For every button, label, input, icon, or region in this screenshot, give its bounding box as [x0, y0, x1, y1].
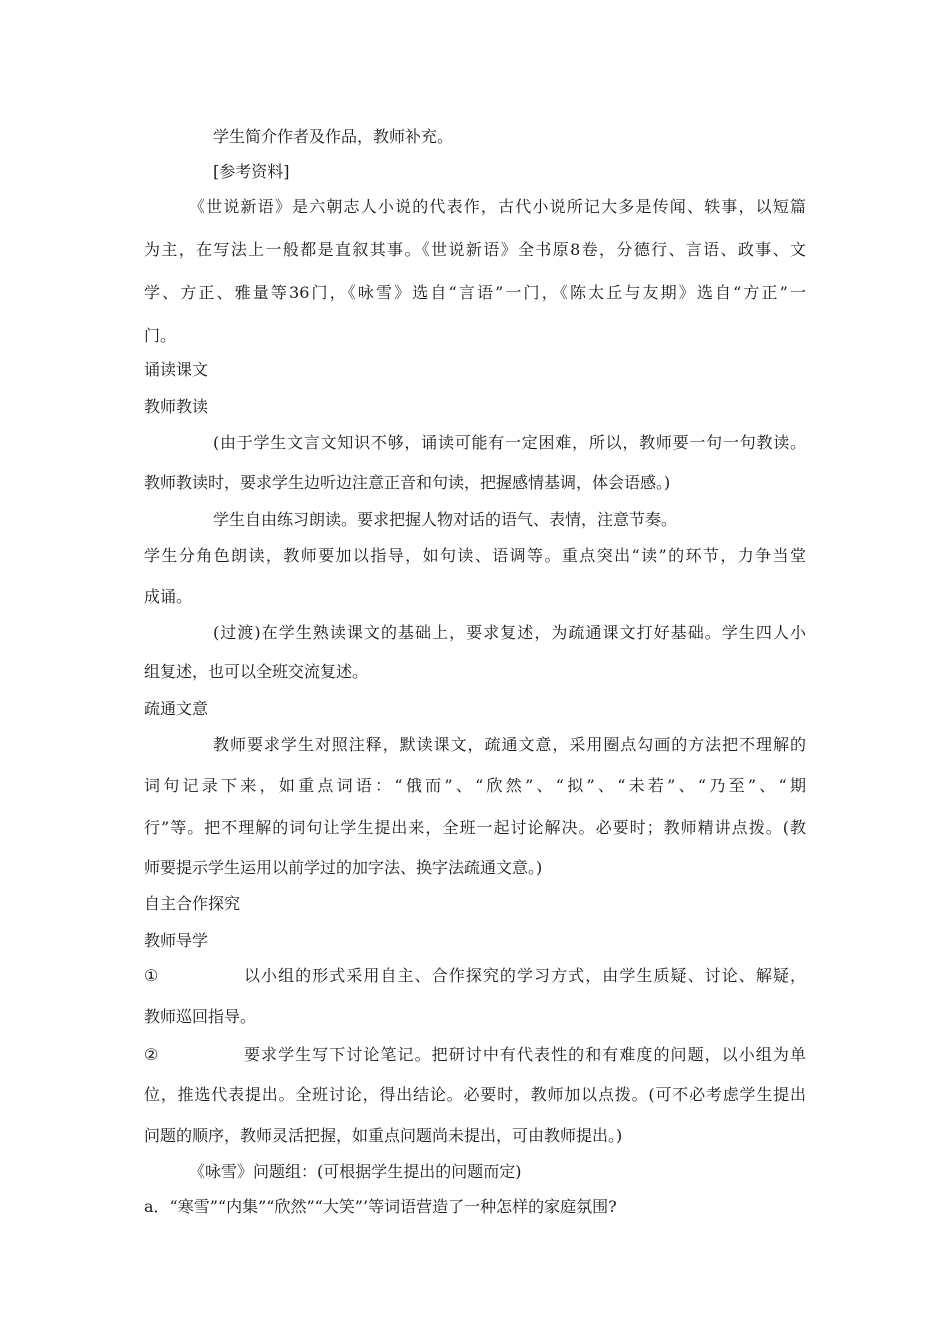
paragraph-reference-line: 门。 — [144, 326, 177, 345]
heading-teacher-guide: 教师导学 — [144, 931, 209, 950]
paragraph-role-read-line: 成诵。 — [144, 587, 193, 606]
paragraph-meaning-line: 词句记录下来，如重点词语：“俄而”、“欣然”、“拟”、“未若”、“乃至”、“期 — [144, 776, 806, 795]
numbered-item-1-cont: 教师巡回指导。 — [144, 1007, 257, 1026]
paragraph-reference-line: 学、方正、雅量等36门，《咏雪》选自“言语”一门，《陈太丘与友期》选自“方正”一 — [144, 283, 806, 302]
paragraph-meaning-line: 行”等。把不理解的词句让学生提出来，全班一起讨论解决。必要时；教师精讲点拨。(教 — [144, 818, 806, 837]
paragraph-meaning-line: 教师要求学生对照注释，默读课文，疏通文意，采用圈点勾画的方法把不理解的 — [213, 735, 806, 754]
paragraph-transition-line: (过渡)在学生熟读课文的基础上，要求复述，为疏通课文打好基础。学生四人小 — [213, 623, 806, 642]
heading-recite: 诵读课文 — [144, 360, 209, 379]
paragraph-teacher-read-line: 教师教读时，要求学生边听边注意正音和句读，把握感情基调，体会语感。) — [144, 473, 671, 492]
heading-cooperation: 自主合作探究 — [144, 894, 241, 913]
question-a: a．“寒雪”“内集”“欣然”“大笑”’等词语营造了一种怎样的家庭氛围? — [144, 1197, 617, 1216]
paragraph-reference-line: 《世说新语》是六朝志人小说的代表作，古代小说所记大多是传闻、轶事，以短篇 — [189, 197, 806, 216]
paragraph-meaning-line: 师要提示学生运用以前学过的加字法、换字法疏通文意。) — [144, 858, 543, 877]
paragraph-reference-line: 为主，在写法上一般都是直叙其事。《世说新语》全书原8卷，分德行、言语、政事、文 — [144, 240, 806, 259]
section-label-reference: [参考资料] — [213, 162, 290, 181]
paragraph-transition-line: 组复述，也可以全班交流复述。 — [144, 662, 369, 681]
question-group-title: 《咏雪》问题组：(可根据学生提出的问题而定) — [189, 1162, 522, 1181]
paragraph-intro: 学生简介作者及作品，教师补充。 — [213, 127, 454, 146]
item-text: 以小组的形式采用自主、合作探究的学习方式，由学生质疑、讨论、解疑， — [244, 966, 806, 985]
paragraph-role-read-line: 学生分角色朗读，教师要加以指导，如句读、语调等。重点突出“读”的环节，力争当堂 — [144, 546, 806, 565]
item-number: ② — [144, 1045, 159, 1064]
numbered-item-2-cont: 位，推选代表提出。全班讨论，得出结论。必要时，教师加以点拨。(可不必考虑学生提出 — [144, 1085, 806, 1104]
numbered-item-2 — [144, 1045, 806, 1065]
numbered-item-2-cont: 问题的顺序，教师灵活把握，如重点问题尚未提出，可由教师提出。) — [144, 1126, 623, 1145]
item-text: 要求学生写下讨论笔记。把研讨中有代表性的和有难度的问题，以小组为单 — [244, 1045, 806, 1064]
heading-meaning: 疏通文意 — [144, 699, 209, 718]
paragraph-practice: 学生自由练习朗读。要求把握人物对话的语气、表情，注意节奏。 — [213, 510, 678, 529]
item-number: ① — [144, 966, 159, 985]
heading-teacher-read: 教师教读 — [144, 397, 209, 416]
numbered-item-1 — [144, 966, 806, 986]
paragraph-teacher-read-line: (由于学生文言文知识不够，诵读可能有一定困难，所以，教师要一句一句教读。 — [213, 433, 806, 452]
